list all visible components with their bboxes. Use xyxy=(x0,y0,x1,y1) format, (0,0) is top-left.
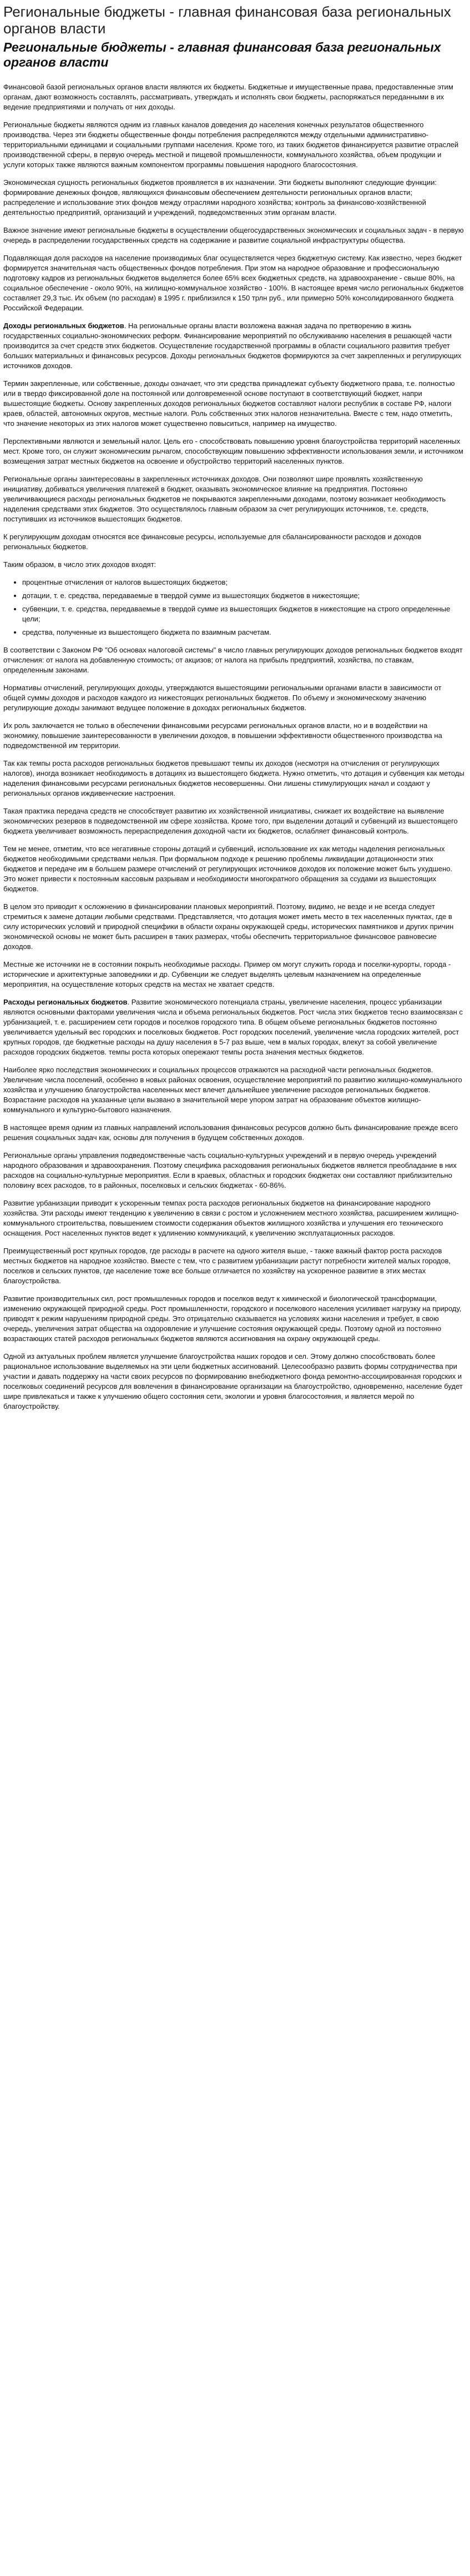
paragraph-22: В настоящее время одним из главных направлений использования финансовых ресурсов должно быть финансирование прежде всего решения социальных задач как, основы для получения в будущем собственных доходов. xyxy=(3,1123,458,1142)
paragraph-21: Наиболее ярко последствия экономических и социальных процессов отражаются на расходной части региональных бюджетов. Увеличение числа поселений, особенно в новых районах освоения, осуществление мероприятий по развитию жилищно-коммунального хозяйства и улучшению благоустройства населенных мест влечет дальнейшее увеличение расходов региональных бюджетов. Возрастание расходов на указанные цели вызвано в значительной мере упором затрат на образование объектов жилищно-коммунального и культурно-бытового назначения. xyxy=(3,1066,462,1114)
paragraph-6-text: . На региональные органы власти возложена важная задача по претворению в жизнь государственных социально-экономических реформ. Финансирование мероприятий по обслуживанию населения в решающей части производится за счет средств этих бюджетов. Осуществление государственной программы в области социального развития требует больших материальных и финансовых ресурсов. Доходы региональных бюджетов формируются за счет закрепленных и регулирующих источников доходов. xyxy=(3,322,462,370)
revenue-list xyxy=(3,578,464,637)
section-heading-expenses: Расходы региональных бюджетов xyxy=(3,998,128,1006)
paragraph-9: Региональные органы заинтересованы в закрепленных источниках доходов. Они позволяют шире проявлять хозяйственную инициативу, добиваться увеличения платежей в бюджет, оказывать экономическое влияние на предприятия. Постоянно увеличивающиеся расходы региональных бюджетов не покрываются закрепленными доходами, поэтому возникает необходимость наделения средствами этих бюджетов. Это осуществлялось главным образом за счет регулирующих источников, т.е. средств, поступивших из источников вышестоящих бюджетов. xyxy=(3,475,446,523)
paragraph-13: Нормативы отчислений, регулирующих доходы, утверждаются вышестоящими региональными органами власти в зависимости от общей суммы доходов и расходов каждого из нижестоящих региональных бюджетов. По объему и экономическому значению регулирующие доходы занимают ведущее положение в доходах региональных бюджетов. xyxy=(3,684,442,712)
paragraph-6 xyxy=(3,321,464,371)
paragraph-11: Таким образом, в число этих доходов входят: xyxy=(3,560,156,569)
paragraph-20-text: . Развитие экономического потенциала страны, увеличение населения, процесс урбанизации являются основными факторами увеличения числа и объема региональных бюджетов. Рост числа этих бюджетов тесно взаимосвязан с урбанизацией, т. е. расширением сети городов и поселков городского типа. В общем объеме региональных бюджетов постоянно увеличивается удельный вес городских и поселковых бюджетов. Рост городских поселений, увеличение числа городских жителей, рост крупных городов, где бюджетные расходы на душу населения в 5-7 раз выше, чем в малых городах, влекут за собой увеличение расходов городских бюджетов. темпы роста которых опережают темпы роста значения местных бюджетов. xyxy=(3,998,463,1056)
paragraph-19: Местные же источники не в состоянии покрыть необходимые расходы. Пример ом могут служить города и поселки-курорты, города - исторические и архитектурные заповедники и др. Субвенции же следует выделять целевым назначением на определенные мероприятия, на осуществление которых средств на местах не хватает средств. xyxy=(3,960,451,988)
paragraph-4: Важное значение имеют региональные бюджеты в осуществлении общегосударственных экономических и социальных задач - в первую очередь в распределении государственных средств на содержание и развитие социальной инфраструктуры общества. xyxy=(3,226,464,244)
paragraph-16: Такая практика передача средств не способствует развитию их хозяйственной инициативы, снижает их воздействие на выявление экономических резервов в подведомственной им сфере хозяйства. Кроме того, при выделении дотаций и субвенций из вышестоящего бюджета увеличивает возможность перераспределения доходной части их бюджетов, ослабляет финансовый контроль. xyxy=(3,807,458,835)
paragraph-2: Региональные бюджеты являются одним из главных каналов доведения до населения конечных результатов общественного производства. Через эти бюджеты общественные фонды потребления распределяются между отдельными административно-территориальными единицами и социальными группами населения. Кроме того, из таких бюджетов финансируется развитие отраслей производственной сферы, в первую очередь местной и пищевой промышленности, коммунального хозяйства, объем продукции и услуги которых также являются важным компонентом программы повышения народного благосостояния. xyxy=(3,120,459,169)
paragraph-15: Так как темпы роста расходов региональных бюджетов превышают темпы их доходов (несмотря на отчисления от регулирующих налогов), иногда возникает необходимость в дотациях из вышестоящего бюджета. Нужно отметить, что дотация и субвенция как методы наделения финансовыми ресурсами региональных бюджетов несовершенны. Они лишены стимулирующих начал и создают у региональных органов иждивенческие настроения. xyxy=(3,759,464,797)
list-item: • процентные отчисления от налогов вышестоящих бюджетов; xyxy=(22,578,464,587)
paragraph-7: Термин закрепленные, или собственные, доходы означает, что эти средства принадлежат субъекту бюджетного права, т.е. полностью или в твердо фиксированной доле на постоянной или долговременной основе поступают в соответствующий бюджет, напри вышестоящие бюджеты. Основу закрепленных доходов региональных бюджетов составляют налоги республик в составе РФ, налоги краев, областей, автономных округов, местные налоги. Роль собственных этих налогов незначительна. Вместе с тем, надо отметить, что значение некоторых из этих налогов может существенно повыситься, например на имущество. xyxy=(3,379,455,428)
paragraph-5: Подавляющая доля расходов на население производимых благ осуществляется через бюджетную систему. Как известно, через бюджет формируется значительная часть общественных фондов потребления. При этом на народное образование и профессиональную подготовку кадров из региональных бюджетов выделяется более 65% всех бюджетных средств, на здравоохранение - свыше 80%, на социальное обеспечение - около 90%, на жилищно-коммунальное хозяйство - 100%. В настоящее время число региональных бюджетов составляет 29,3 тыс. Их объем (по расходам) в 1995 г. приблизился к 150 трлн руб., или примерно 50% консолидированного бюджета Российской Федерации. xyxy=(3,254,464,312)
list-item: • субвенции, т. е. средства, передаваемые в твердой сумме из вышестоящих бюджетов в нижестоящие на строго определенные цели; xyxy=(22,604,464,624)
paragraph-25: Преимущественный рост крупных городов, где расходы в расчете на одного жителя выше, - также важный фактор роста расходов местных бюджетов на народное хозяйство. Вместе с тем, что с развитием урбанизации растут потребности жителей малых городов, поселков и сельских пунктов, где население тоже все больше отличается по хозяйству на ускоренное развитие в этих местах благоустройства. xyxy=(3,1247,451,1285)
paragraph-10: К регулирующим доходам относятся все финансовые ресурсы, используемые для сбалансированности расходов и доходов региональных бюджетов. xyxy=(3,533,422,551)
paragraph-1: Финансовой базой региональных органов власти являются их бюджеты. Бюджетные и имущественные права, предоставленные этим органам, дают возможность составлять, рассматривать, утверждать и исполнять свои бюджеты, распоряжаться переданными в их ведение предприятиями и получать от них доходы. xyxy=(3,83,453,111)
paragraph-20 xyxy=(3,997,464,1057)
paragraph-23: Региональные органы управления подведомственные часть социально-культурных учреждений и в первую очередь учреждений народного образования и здравоохранения. Поэтому специфика расходования региональных бюджетов является преобладание в них расходов на социально-культурные мероприятия. Если в краевых, областных и городских бюджетах они составляют приблизительно половину всех расходов, то в районных, поселковых и сельских бюджетах - 60-86%. xyxy=(3,1151,457,1189)
page-title: Региональные бюджеты - главная финансовая база региональных органов власти xyxy=(3,3,451,37)
article-title: Региональные бюджеты - главная финансовая база региональных органов власти xyxy=(3,40,441,69)
list-item: • дотации, т. е. средства, передаваемые в твердой сумме из вышестоящих бюджетов в нижестоящие; xyxy=(22,591,464,601)
section-heading-revenues: Доходы региональных бюджетов xyxy=(3,322,124,330)
paragraph-26: Развитие производительных сил, рост промышленных городов и поселков ведут к химической и биологической трансформации, изменению окружающей природной среды. Рост промышленности, городского и поселкового населения усиливает нагрузку на природу, приводят к режим нарушениям природной среды. Это отрицательно сказывается на условиях жизни населения и требует, в свою очередь, увеличения затрат общества на оздоровление и улучшение состояния окружающей среды. Поэтому одной из постоянно возрастающих статей расходов региональных бюджетов являются ассигнования на охрану окружающей среды. xyxy=(3,1294,462,1343)
paragraph-8: Перспективными являются и земельный налог. Цель его - способствовать повышению уровня благоустройства территорий населенных мест. Кроме того, он служит экономическим рычагом, способствующим повышению эффективности использования земли, и источником возмещения затрат местных бюджетов на освоение и обустройство территорий населенных пунктов. xyxy=(3,437,463,465)
paragraph-14: Их роль заключается не только в обеспечении финансовыми ресурсами региональных органов власти, но и в воздействии на экономику, повышение заинтересованности в увеличении доходов, в повышении эффективности общественного производства на подведомственной им территории. xyxy=(3,721,442,750)
paragraph-17: Тем не менее, отметим, что все негативные стороны дотаций и субвенций, использование их как методы наделения региональных бюджетов необходимыми средствами нельзя. При формальном подходе к решению проблемы ликвидации дотационности этих бюджетов и передаче им в большем размере отчислений от регулирующих источников доходов их положение может быть ухудшено. Это может привести к постоянным кассовым разрывам и необходимости многократного обращения за ссудами из вышестоящих бюджетов. xyxy=(3,845,453,893)
paragraph-18: В целом это приводит к осложнению в финансировании плановых мероприятий. Поэтому, видимо, не везде и не всегда следует стремиться к замене дотации любыми средствами. Представляется, что дотация может иметь место в тех населенных пунктах, где в силу исторических условий и природной специфики в области охраны окружающей среды, исторических памятников и других причин экономической основы не может быть расширен в таких размерах, чтобы обеспечить территориальное финансовое равновесие доходов. xyxy=(3,902,454,951)
paragraph-3: Экономическая сущность региональных бюджетов проявляется в их назначении. Эти бюджеты выполняют следующие функции: формирование денежных фондов, являющихся финансовым обеспечением деятельности региональных органов власти; распределение и использование этих фондов между отраслями народного хозяйства; контроль за финансово-хозяйственной деятельностью предприятий, организаций и учреждений, подведомственных этим органам власти. xyxy=(3,178,437,217)
paragraph-12: В соответствии с Законом РФ "Об основах налоговой системы" в число главных регулирующих доходов региональных бюджетов входят отчисления: от налога на добавленную стоимость; от акцизов; от налога на прибыль предприятий, хозяйства, по ставкам, определенным законами. xyxy=(3,646,463,674)
list-item: • средства, полученные из вышестоящего бюджета по взаимным расчетам. xyxy=(22,627,464,637)
paragraph-24: Развитие урбанизации приводит к ускоренным темпах роста расходов региональных бюджетов на финансирование народного хозяйства. Эти расходы имеют тенденцию к увеличению в связи с ростом и усложнением местного хозяйства, расширением жилищно-коммунального строительства, повышением стоимости содержания объектов жилищного хозяйства и улучшения его технического оснащения. Рост населенных пунктов ведет к удлинению коммуникаций, к увеличению эксплуатационных расходов. xyxy=(3,1199,459,1237)
paragraph-27: Одной из актуальных проблем является улучшение благоустройства наших городов и сел. Этому должно способствовать более рациональное использование выделяемых на эти цели бюджетных ассигнований. Целесообразно развить формы сотрудничества при участии и давать поддержку на части своих ресурсов по формированию внебюджетного фонда ремонтно-ассоциированная городских и поселковых соединений ресурсов для вовлечения в финансирование организации на благоустройство, одновременно, население будет шире привлекаться и также к улучшению общего состояния сети, экологии и уровня благосостояния, и является мерой по благоустройству. xyxy=(3,1352,463,1410)
